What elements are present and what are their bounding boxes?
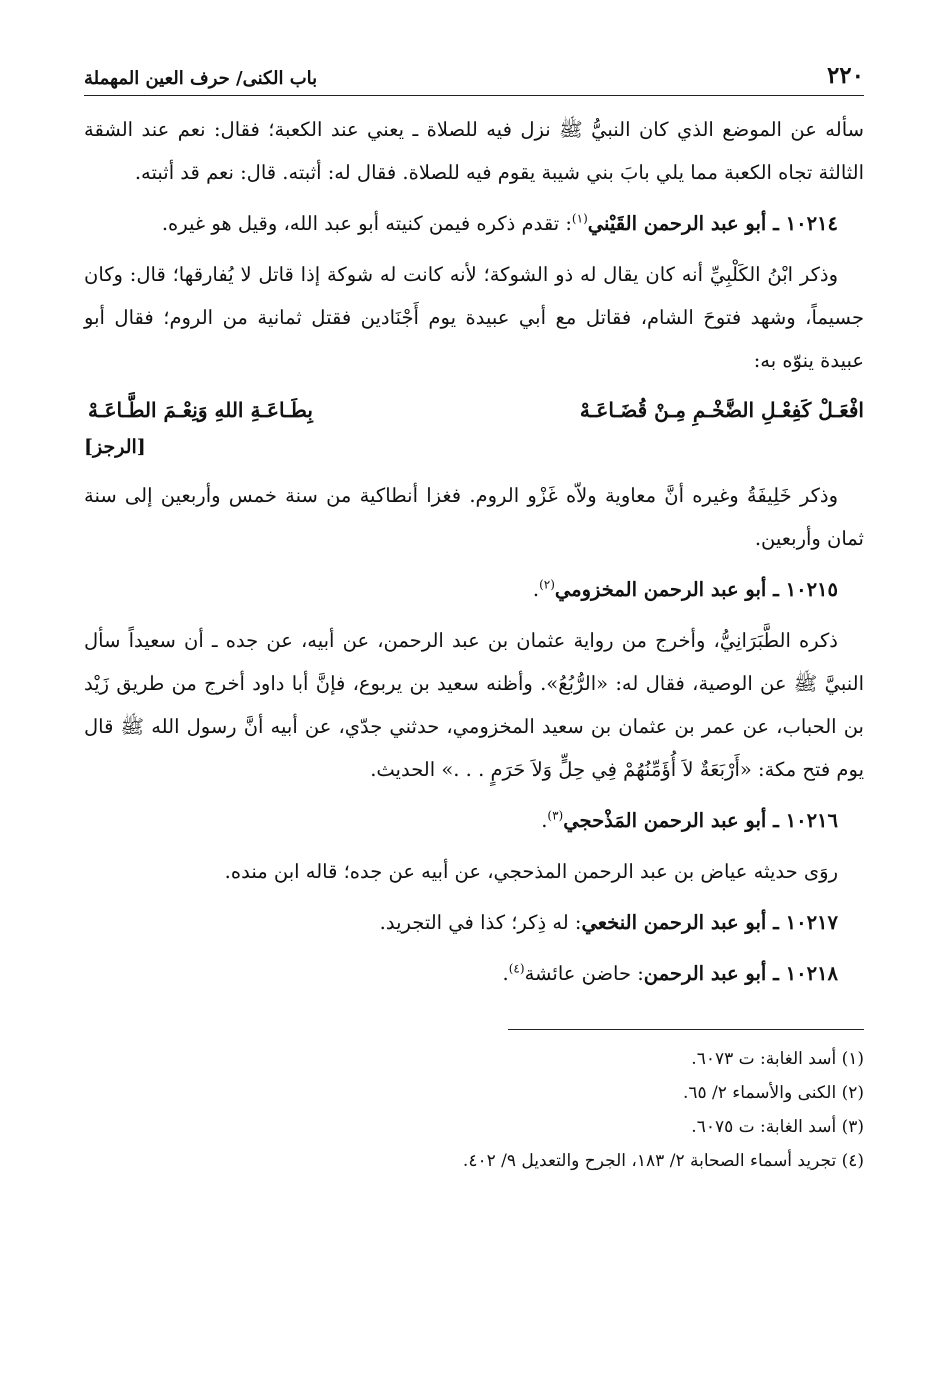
footnote-ref: (٤) bbox=[508, 961, 525, 976]
hemistich-first: افْعَـلْ كَفِعْـلِ الضَّخْـمِ مِـنْ قُضَـاعَـهْ bbox=[579, 398, 864, 422]
paragraph-ibn-mandah: روَى حديثه عياض بن عبد الرحمن المذحجي، عن أبيه عن جده؛ قاله ابن منده. bbox=[224, 860, 838, 883]
poem-verse bbox=[84, 390, 864, 430]
hemistich-second: بِطَـاعَـةِ اللهِ وَنِعْـمَ الطَّـاعَـهْ bbox=[88, 398, 313, 422]
entry-heading: ١٠٢١٦ ـ أبو عبد الرحمن المَذْحجي bbox=[563, 809, 838, 832]
entry-heading: ١٠٢١٥ ـ أبو عبد الرحمن المخزومي bbox=[554, 578, 838, 601]
entry-text: . bbox=[532, 578, 540, 601]
page-body bbox=[84, 108, 864, 995]
entry-10217 bbox=[84, 901, 864, 944]
footnote-1: (١) أسد الغابة: ت ٦٠٧٣. bbox=[691, 1049, 864, 1069]
paragraph-continuation: سأله عن الموضع الذي كان النبيُّ ﷺ نزل فيه للصلاة ـ يعني عند الكعبة؛ فقال: نعم عند الشقة الثالثة تجاه الكعبة مما يلي بابَ بني شيبة يقوم فيه للصلاة. فقال له: أثبته. قال: نعم قد أثبته. bbox=[84, 118, 864, 184]
footnote-divider bbox=[508, 1029, 864, 1030]
poem-meter: [الرجز] bbox=[84, 436, 146, 458]
entry-text: : حاضن عائشة bbox=[524, 962, 644, 985]
page-header bbox=[84, 62, 864, 96]
footnote-2: (٢) الكنى والأسماء ٢/ ٦٥. bbox=[682, 1083, 864, 1103]
entry-10216 bbox=[84, 799, 864, 842]
paragraph-khalifa: وذكر خَلِيفَةُ وغيره أنَّ معاوية ولاّه غَزْو الروم. فغزا أنطاكية من سنة خمس وأربعين إلى سنة ثمان وأربعين. bbox=[84, 484, 864, 550]
paragraph-kalbi: وذكر ابْنُ الكَلْبِيِّ أنه كان يقال له ذو الشوكة؛ لأنه كانت له شوكة إذا قاتل لا يُفارقها؛ قال: وكان جسيماً، وشهد فتوحَ الشام، فقاتل مع أبي عبيدة يوم أَجْنَادين فقتل ثمانية من الروم؛ فقال أبو عبيدة ينوّه به: bbox=[84, 263, 864, 372]
entry-heading: ١٠٢١٨ ـ أبو عبد الرحمن bbox=[643, 962, 838, 985]
entry-10215 bbox=[84, 568, 864, 611]
entry-text: : له ذِكر؛ كذا في التجريد. bbox=[379, 911, 582, 934]
footnote-3: (٣) أسد الغابة: ت ٦٠٧٥. bbox=[691, 1117, 864, 1137]
footnote-ref: (١) bbox=[571, 211, 588, 226]
entry-text: : تقدم ذكره فيمن كنيته أبو عبد الله، وقيل هو غيره. bbox=[161, 212, 572, 235]
paragraph-tabarani: ذكره الطَّبَرَانِيُّ، وأخرج من رواية عثمان بن عبد الرحمن، عن أبيه، عن جده ـ أن سعيداً سأل النبيَّ ﷺ عن الوصية، فقال له: «الرُّبُعُ». وأظنه سعيد بن يربوع، فإنَّ أبا داود أخرج من طريق زَيْد بن الحباب، عن عمر بن عثمان بن سعيد المخزومي، حدثني جدّي، عن أبيه أنَّ رسول الله ﷺ قال يوم فتح مكة: «أَرْبَعَةٌ لاَ أُؤَمِّنُهُمْ فِي حِلٍّ وَلاَ حَرَمٍ . . .» الحديث. bbox=[84, 629, 864, 781]
entry-heading: ١٠٢١٧ ـ أبو عبد الرحمن النخعي bbox=[581, 911, 838, 934]
entry-10218 bbox=[84, 952, 864, 995]
footnote-4: (٤) تجريد أسماء الصحابة ٢/ ١٨٣، الجرح والتعديل ٩/ ٤٠٢. bbox=[462, 1151, 864, 1171]
running-title: باب الكنى/ حرف العين المهملة bbox=[84, 68, 318, 89]
entry-10214 bbox=[84, 202, 864, 245]
footnote-ref: (٢) bbox=[539, 577, 555, 592]
entry-end: . bbox=[502, 962, 509, 985]
page-number: ٢٢٠ bbox=[826, 62, 864, 89]
entry-text: . bbox=[541, 809, 548, 832]
entry-heading: ١٠٢١٤ ـ أبو عبد الرحمن القَيْني bbox=[587, 212, 838, 235]
footnotes bbox=[84, 1042, 864, 1178]
footnote-ref: (٣) bbox=[547, 808, 564, 823]
